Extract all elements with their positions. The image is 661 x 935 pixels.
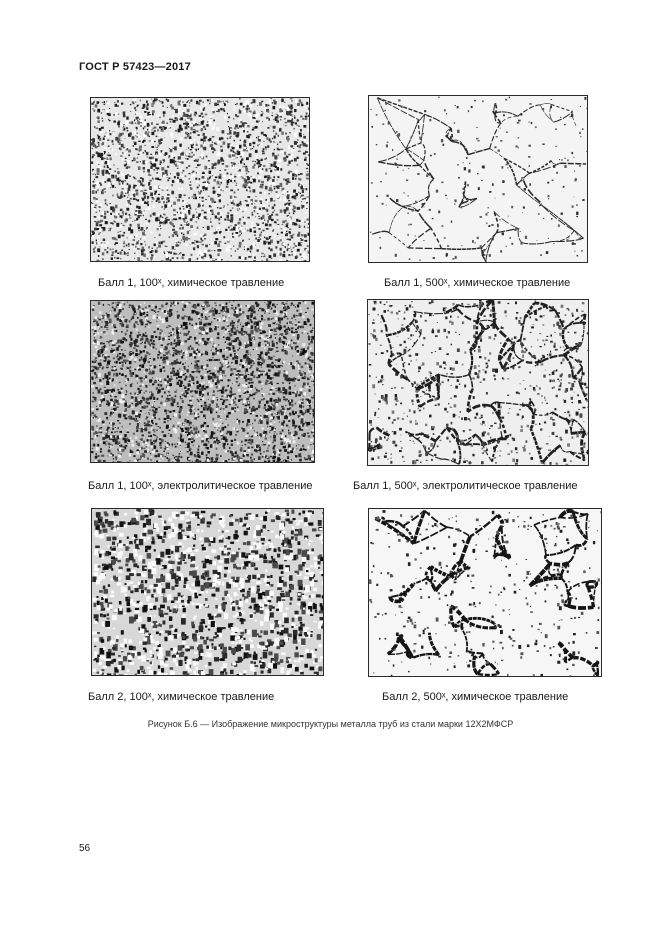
caption-score1-100x-electrolytic: Балл 1, 100ˣ, электролитическое травление <box>88 480 313 492</box>
micrograph-score1-100x-electrolytic <box>90 300 315 463</box>
micrograph-texture <box>91 98 309 261</box>
micrograph-score1-100x-chemical <box>90 97 310 262</box>
caption-score2-500x-chemical: Балл 2, 500ˣ, химическое травление <box>382 691 569 703</box>
micrograph-texture <box>368 300 588 465</box>
micrograph-texture <box>91 301 314 462</box>
micrograph-score2-100x-chemical <box>91 508 324 676</box>
page-number: 56 <box>79 843 91 854</box>
micrograph-texture <box>369 96 587 262</box>
micrograph-texture <box>369 509 601 676</box>
micrograph-score1-500x-electrolytic <box>367 299 589 466</box>
caption-score2-100x-chemical: Балл 2, 100ˣ, химическое травление <box>88 691 275 703</box>
micrograph-score1-500x-chemical <box>368 95 588 263</box>
micrograph-texture <box>92 509 323 675</box>
figure-caption: Рисунок Б.6 — Изображение микроструктуры металла труб из стали марки 12Х2МФСР <box>147 719 514 729</box>
caption-score1-500x-electrolytic: Балл 1, 500ˣ, электролитическое травление <box>353 480 578 492</box>
caption-score1-100x-chemical: Балл 1, 100ˣ, химическое травление <box>98 277 285 289</box>
micrograph-score2-500x-chemical <box>368 508 602 677</box>
caption-score1-500x-chemical: Балл 1, 500ˣ, химическое травление <box>384 277 571 289</box>
document-standard-header: ГОСТ Р 57423—2017 <box>79 61 191 73</box>
